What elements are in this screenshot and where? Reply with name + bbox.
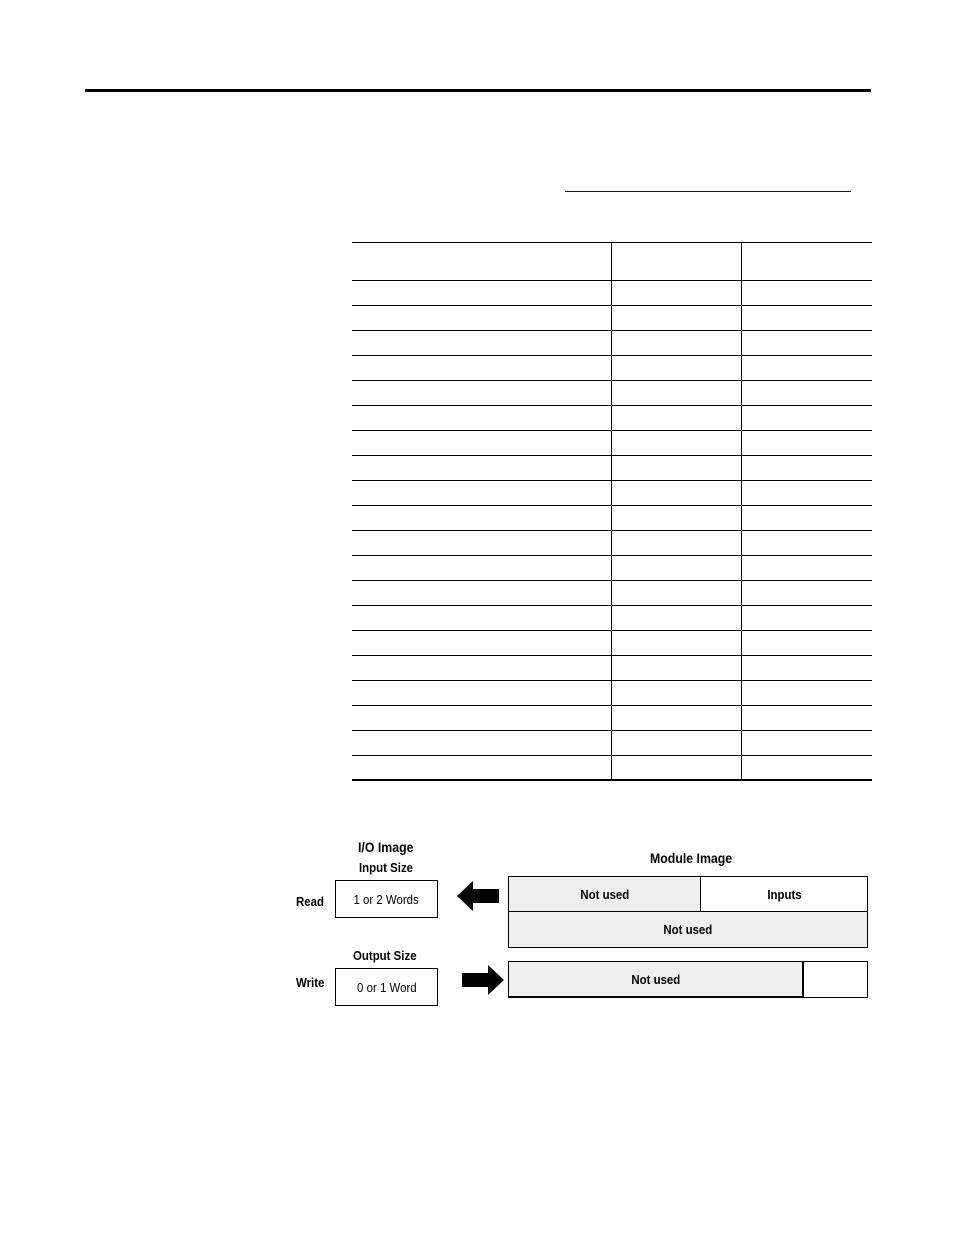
table-cell xyxy=(611,306,741,330)
input-size-box xyxy=(335,880,438,918)
table-cell xyxy=(611,681,741,705)
table-cell xyxy=(611,331,741,355)
output-size-box xyxy=(335,968,438,1006)
table-cell xyxy=(611,531,741,555)
module-write-output-cell xyxy=(803,961,868,998)
table-row xyxy=(352,331,872,356)
table-cell xyxy=(611,606,741,630)
table-row xyxy=(352,581,872,606)
table-row xyxy=(352,506,872,531)
module-inputs-text: Inputs xyxy=(766,886,802,902)
table-cell xyxy=(352,556,611,580)
table-cell xyxy=(352,356,611,380)
table-cell xyxy=(611,556,741,580)
read-label: Read xyxy=(296,894,324,909)
table-cell xyxy=(611,731,741,755)
table-cell xyxy=(741,731,872,755)
table-cell xyxy=(611,631,741,655)
module-read-row2-text: Not used xyxy=(663,922,713,937)
arrow-left-icon xyxy=(457,881,499,911)
table-cell xyxy=(741,406,872,430)
data-table xyxy=(352,242,872,781)
input-size-label: Input Size xyxy=(359,860,414,875)
table-cell xyxy=(611,706,741,730)
table-cell xyxy=(741,756,872,779)
table-row xyxy=(352,681,872,706)
table-header-cell xyxy=(741,243,872,280)
table-row xyxy=(352,656,872,681)
table-row xyxy=(352,356,872,381)
table-cell xyxy=(352,531,611,555)
table-cell xyxy=(741,456,872,480)
table-cell xyxy=(611,506,741,530)
table-cell xyxy=(741,656,872,680)
table-row xyxy=(352,731,872,756)
table-cell xyxy=(352,731,611,755)
table-row xyxy=(352,756,872,781)
io-image-title: I/O Image xyxy=(358,839,414,855)
table-cell xyxy=(352,281,611,305)
table-cell xyxy=(741,531,872,555)
table-cell xyxy=(352,581,611,605)
table-cell xyxy=(741,381,872,405)
table-header-cell xyxy=(352,243,611,280)
table-cell xyxy=(741,706,872,730)
module-write-not-used-cell xyxy=(508,961,804,998)
table-cell xyxy=(741,556,872,580)
arrow-right-icon xyxy=(462,965,504,995)
table-row xyxy=(352,531,872,556)
table-row xyxy=(352,631,872,656)
table-cell xyxy=(741,331,872,355)
table-cell xyxy=(611,581,741,605)
table-cell xyxy=(611,456,741,480)
table-cell xyxy=(611,431,741,455)
module-inputs-cell xyxy=(700,876,868,912)
module-write-not-used-text: Not used xyxy=(631,971,680,987)
table-cell xyxy=(741,506,872,530)
table-cell xyxy=(352,406,611,430)
table-row xyxy=(352,456,872,481)
table-row xyxy=(352,606,872,631)
table-cell xyxy=(741,306,872,330)
table-cell xyxy=(611,406,741,430)
table-cell xyxy=(352,606,611,630)
table-row xyxy=(352,431,872,456)
table-cell xyxy=(741,681,872,705)
table-cell xyxy=(741,606,872,630)
table-header-cell xyxy=(611,243,741,280)
table-cell xyxy=(611,381,741,405)
module-read-not-used-cell xyxy=(508,876,701,912)
table-row xyxy=(352,556,872,581)
table-row xyxy=(352,481,872,506)
table-cell xyxy=(352,381,611,405)
table-cell xyxy=(741,581,872,605)
table-row xyxy=(352,706,872,731)
table-cell xyxy=(741,281,872,305)
write-label: Write xyxy=(296,975,325,990)
table-cell xyxy=(352,481,611,505)
table-cell xyxy=(352,631,611,655)
table-cell xyxy=(611,356,741,380)
module-read-row2-cell xyxy=(508,911,868,948)
table-cell xyxy=(352,656,611,680)
table-row xyxy=(352,306,872,331)
table-cell xyxy=(611,281,741,305)
output-size-label: Output Size xyxy=(353,948,417,963)
table-cell xyxy=(741,356,872,380)
table-cell xyxy=(611,656,741,680)
table-row xyxy=(352,281,872,306)
table-cell xyxy=(741,631,872,655)
table-cell xyxy=(611,481,741,505)
table-cell xyxy=(352,706,611,730)
header-rule xyxy=(85,89,871,92)
table-cell xyxy=(741,431,872,455)
hyperlink-underline[interactable] xyxy=(565,191,851,192)
table-cell xyxy=(611,756,741,779)
table-cell xyxy=(352,431,611,455)
table-cell xyxy=(352,331,611,355)
table-header-row xyxy=(352,242,872,281)
table-cell xyxy=(352,506,611,530)
table-cell xyxy=(352,306,611,330)
table-cell xyxy=(352,681,611,705)
module-image-title: Module Image xyxy=(650,850,733,866)
module-read-not-used-text: Not used xyxy=(580,886,629,902)
table-cell xyxy=(352,756,611,779)
table-cell xyxy=(352,456,611,480)
output-size-value: 0 or 1 Word xyxy=(356,979,417,995)
input-size-value: 1 or 2 Words xyxy=(353,891,420,907)
table-row xyxy=(352,406,872,431)
table-row xyxy=(352,381,872,406)
table-cell xyxy=(741,481,872,505)
